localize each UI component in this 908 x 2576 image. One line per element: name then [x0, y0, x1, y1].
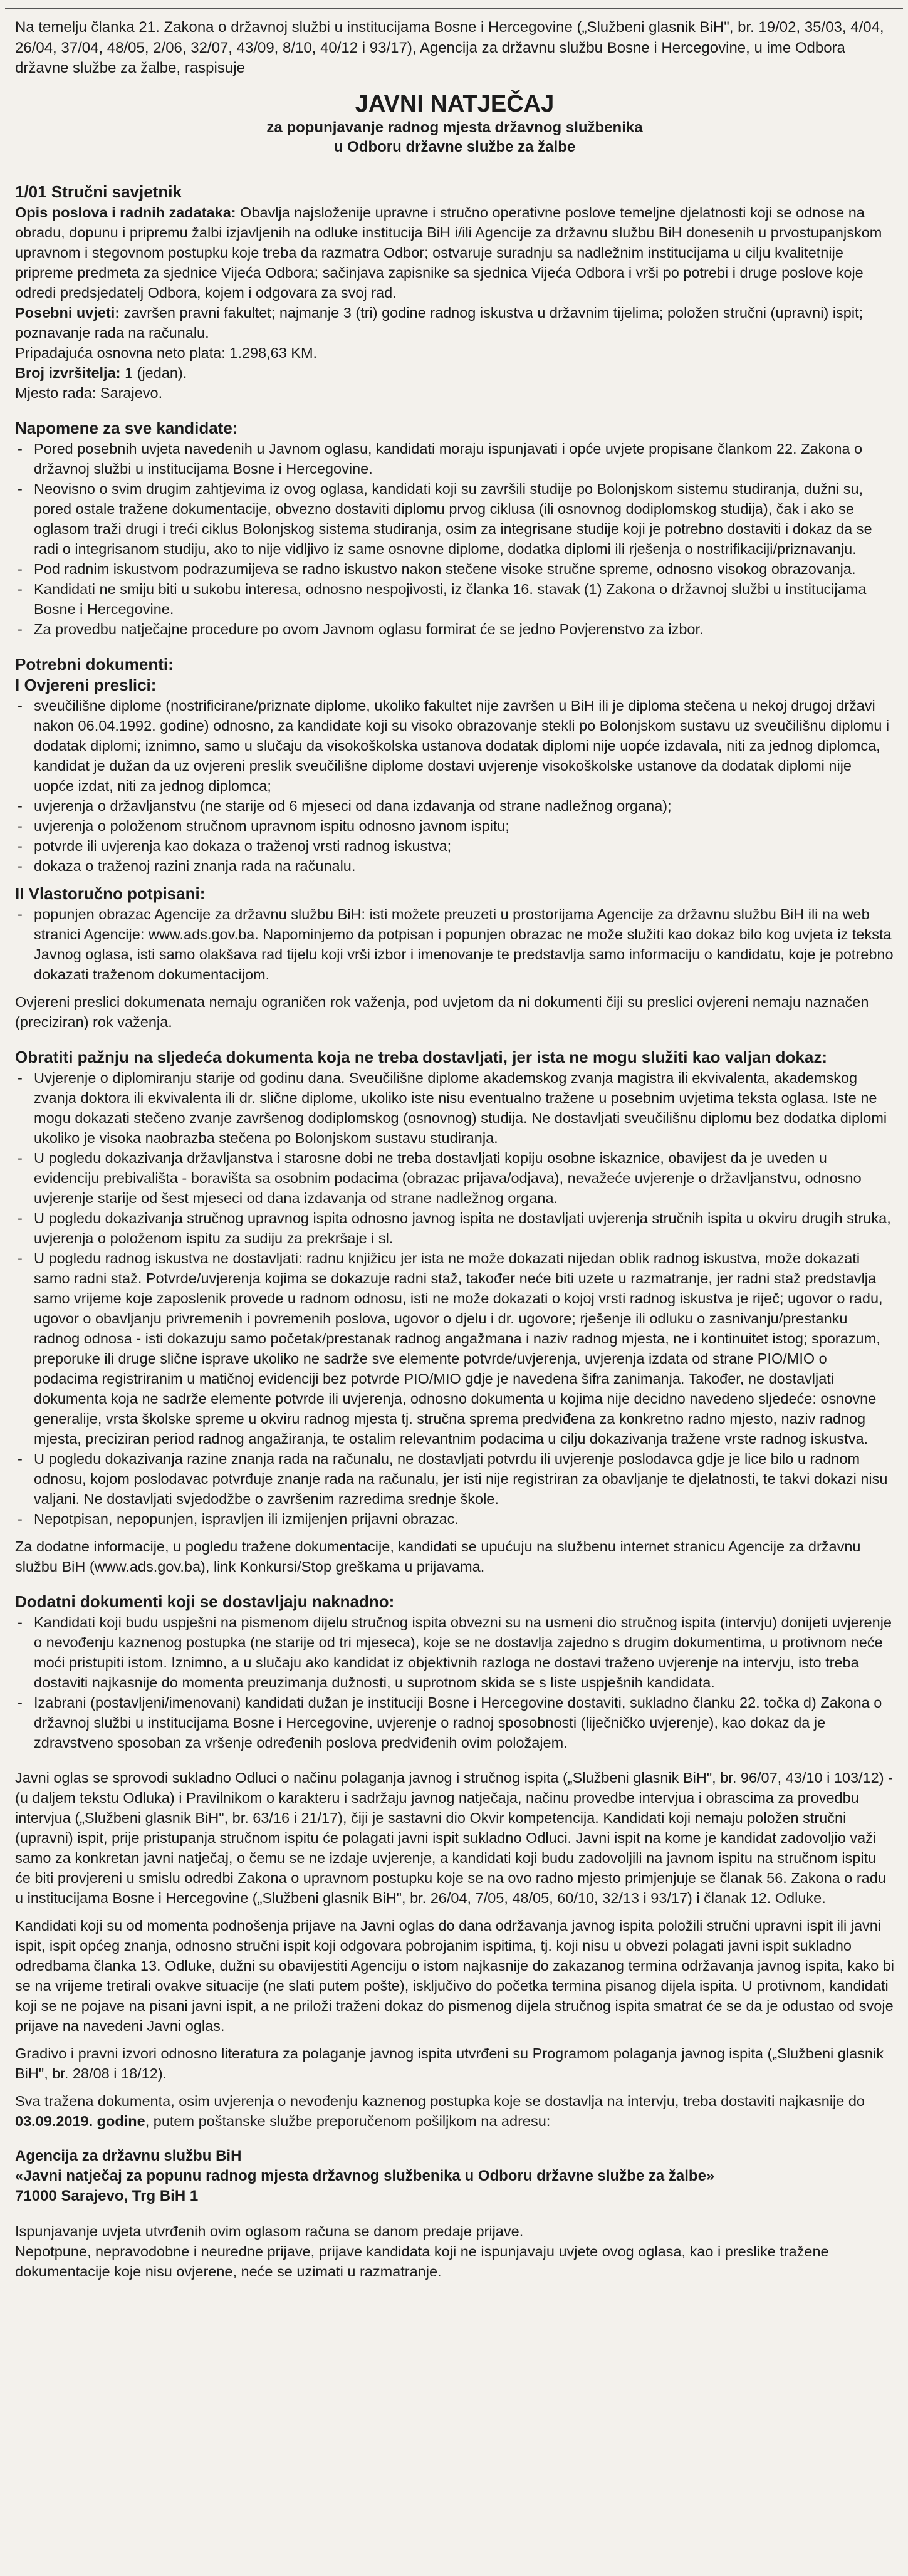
deadline-post-text: , putem poštanske službe preporučenom pošiljkom na adresu:: [145, 2112, 551, 2129]
list-item: - Neovisno o svim drugim zahtjevima iz ovog oglasa, kandidati koji su završili studije po Bolonjskom sistemu studiranja, dužni su, pored ostale tražene dokumentacije, obvezno dostaviti diplomu prvog ciklusa (ili osnovnog dodiplomskog studija), čak i ako se oglasom traži drugi i treći ciklus Bolonjskog sistema studiranja, osim za integrisane studije koji je potrebno dostaviti i dokaz da se radi o integrisanom studiju, ako to nije vidljivo iz same osnovne diplome, dodatka diplomi ili rješenja o nostrifikaciji/priznavanju.: [15, 479, 894, 559]
address-line-2: «Javni natječaj za popunu radnog mjesta državnog službenika u Odboru državne službe za žalbe»: [15, 2167, 715, 2184]
list-item: - U pogledu dokazivanja razine znanja rada na računalu, ne dostavljati potvrdu ili uvjerenje poslodavca gdje je lice bilo u radnom odnosu, kojom poslodavac potvrđuje znanje rada na računalu, jer isti nije registriran za obavljanje te djelatnosti, te takvi dokazi nisu valjani. Ne dostavljati svjedodžbe o završenim razredima srednje škole.: [15, 1449, 894, 1509]
position-count: [15, 363, 894, 383]
documents-header: Potrebni dokumenti:: [15, 654, 174, 674]
position-duties: [15, 202, 894, 303]
list-item: - U pogledu radnog iskustva ne dostavljati: radnu knjižicu jer ista ne može dokazati nijedan oblik radnog iskustva, može dokazati samo radni staž. Potvrde/uvjerenja kojima se dokazuje radni staž, također neće biti uzete u razmatranje, jer radni staž predstavlja samo vrijeme koje zaposlenik provede u radnom odnosu, isti ne može dokazati o kojoj vrsti radnog iskustva je riječ; ugovor o radu, ugovor o obavljanju privremenih i povremenih poslova, ugovor o djelu i dr. ugovore; rješenje ili odluku o zasnivanju/prestanku radnog odnosa - isti dokazuju samo početak/prestanak radnog angažmana i naziv radnog mjesta, ne i kontinuitet istog; sporazum, preporuke ili druge slične isprave ukoliko ne sadrže sve elemente potvrde/uvjerenja, uvjerenja izdata od strane PIO/MIO o podacima registriranim u matičnoj evidenciji bez potvrde PIO/MIO gdje je navedena šifra zanimanja. Također, ne dostavljati dokumenta koja ne sadrže elemente potvrde ili uvjerenja, odnosno dokumenta u kojima nije decidno navedeno sljedeće: osnovne generalije, vrsta školske spreme u okviru radnog mjesta tj. stručna sprema predviđena za konkretno radno mjesto, naziv radnog mjesta, preciziran period radnog angažiranja, te ostalim relevantnim podacima u cilju dokazivanja tražene vrste radnog iskustva.: [15, 1248, 894, 1449]
address-block: [15, 2146, 894, 2206]
closing-paragraph-3: Gradivo i pravni izvori odnosno literatura za polaganje javnog ispita utvrđeni su Programom polaganja javnog ispita („Službeni glasnik BiH", br. 28/08 i 18/12).: [15, 2045, 884, 2082]
list-item: - uvjerenja o državljanstvu (ne starije od 6 mjeseci od dana izdavanja od strane nadležnog organa);: [15, 796, 894, 816]
certified-copies-header: I Ovjereni preslici:: [15, 675, 157, 694]
notes-header: Napomene za sve kandidate:: [15, 418, 238, 437]
conditions-label: Posebni uvjeti:: [15, 304, 120, 321]
position-conditions: [15, 303, 894, 343]
certified-copies-list: [15, 696, 894, 876]
list-item: - Pored posebnih uvjeta navedenih u Javnom oglasu, kandidati moraju ispunjavati i opće uvjete propisane člankom 22. Zakona o državnoj službi u institucijama Bosne i Hercegovine.: [15, 439, 894, 479]
list-item: - Pod radnim iskustvom podrazumijeva se radno iskustvo nakon stečene visoke stručne spreme, odnosno visokog obrazovanja.: [15, 559, 894, 579]
list-item: - potvrde ili uvjerenja kao dokaza o traženoj vrsti radnog iskustva;: [15, 836, 894, 856]
position-salary: Pripadajuća osnovna neto plata: 1.298,63 KM.: [15, 344, 318, 361]
deadline-date: 03.09.2019. godine: [15, 2112, 145, 2129]
duties-label: Opis poslova i radnih zadataka:: [15, 204, 236, 221]
list-item: - Kandidati koji budu uspješni na pismenom dijelu stručnog ispita obvezni su na usmeni dio stručnog ispita (intervju) donijeti uvjerenje o nevođenju kaznenog postupka (ne starije od tri mjeseca), koje se ne dostavlja zajedno s drugim dokumentima, u protivnom neće moći pristupiti istom. Iznimno, a u slučaju ako kandidat iz objektivnih razloga ne dostavi traženo uvjerenje na intervju, isto treba dostaviti najkasnije do momenta preuzimanja dužnosti, u suprotnom skida se s liste uspješnih kandidata.: [15, 1612, 894, 1692]
intro-paragraph: Na temelju članka 21. Zakona o državnoj službi u institucijama Bosne i Hercegovine („Službeni glasnik BiH", br. 19/02, 35/03, 4/04, 26/04, 37/04, 48/05, 2/06, 32/07, 43/09, 8/10, 40/12 i 93/17), Agencija za državnu službu Bosne i Hercegovine, u ime Odbora državne službe za žalbe, raspisuje: [15, 19, 884, 76]
validity-note: Ovjereni preslici dokumenata nemaju ograničen rok važenja, pod uvjetom da ni dokumenti čiji su preslici ovjereni nemaju naznačen (preciziran) rok važenja.: [15, 993, 869, 1030]
list-item: - popunjen obrazac Agencije za državnu službu BiH: isti možete preuzeti u prostorijama Agencije za državnu službu BiH ili na web stranici Agencije: www.ads.gov.ba. Napominjemo da potpisan i popunjen obrazac ne može služiti kao dokaz bilo kog uvjeta iz teksta Javnog oglasa, isti samo olakšava rad tijelu koji vrši izbor i imenovanje te predstavlja samo informaciju o kandidatu, koje je potrebno dokazati traženom dokumentacijom.: [15, 904, 894, 984]
list-item: - Izabrani (postavljeni/imenovani) kandidati dužan je instituciji Bosne i Hercegovine dostaviti, sukladno članku 22. točka d) Zakona o državnoj službi u institucijama Bosne i Hercegovine, uvjerenje o radnoj sposobnosti (liječničko uvjerenje), kao dokaz da je zdravstveno sposoban za vršenje određenih poslova predviđenih ovim položajem.: [15, 1692, 894, 1753]
list-item: - Kandidati ne smiju biti u sukobu interesa, odnosno nespojivosti, iz članka 16. stavak (1) Zakona o državnoj službi u institucijama Bosne i Hercegovine.: [15, 579, 894, 619]
additional-documents-list: [15, 1612, 894, 1753]
list-item: - U pogledu dokazivanja stručnog upravnog ispita odnosno javnog ispita ne dostavljati uvjerenja stručnih ispita u okviru drugih struka, uvjerenja o položenom ispitu za sudiju za prekršaje i sl.: [15, 1208, 894, 1248]
document-title: JAVNI NATJEČAJ: [355, 90, 555, 117]
attention-header: Obratiti pažnju na sljedeća dokumenta koja ne treba dostavljati, jer ista ne mogu služiti kao valjan dokaz:: [15, 1047, 828, 1066]
additional-info-paragraph: Za dodatne informacije, u pogledu tražene dokumentacije, kandidati se upućuju na službenu internet stranicu Agencije za državnu službu BiH (www.ads.gov.ba), link Konkursi/Stop greškama u prijavama.: [15, 1538, 861, 1575]
attention-list: [15, 1068, 894, 1529]
top-border-line: [5, 8, 903, 9]
signed-documents-list: [15, 904, 894, 984]
count-label: Broj izvršitelja:: [15, 364, 121, 381]
final-paragraph-2: Nepotpune, nepravodobne i neuredne prijave, prijave kandidata koji ne ispunjavaju uvjete ovog oglasa, kao i preslike tražene dokumentacije koje nisu ovjerene, neće se uzimati u razmatranje.: [15, 2243, 829, 2280]
list-item: - Za provedbu natječajne procedure po ovom Javnom oglasu formirat će se jedno Povjerenstvo za izbor.: [15, 619, 894, 639]
conditions-text: završen pravni fakultet; najmanje 3 (tri) godine radnog iskustva u državnim tijelima; položen stručni (upravni) ispit; poznavanje rada na računalu.: [15, 304, 864, 341]
count-text: 1 (jedan).: [125, 364, 187, 381]
documents-section: [15, 654, 894, 1032]
deadline-pre-text: Sva tražena dokumenta, osim uvjerenja o nevođenju kaznenog postupka koje se dostavlja na intervju, treba dostaviti najkasnije do: [15, 2092, 865, 2109]
list-item: - U pogledu dokazivanja državljanstva i starosne dobi ne treba dostavljati kopiju osobne iskaznice, obavijest da je uveden u evidenciju prebivališta - boravišta sa osobnim podacima (obrazac prijava/odjava), nevažeće uvjerenje o državljanstvu, odnosno uvjerenje starije od šest mjeseci od dana izdavanja od strane nadležnog organa.: [15, 1148, 894, 1208]
list-item: - uvjerenja o položenom stručnom upravnom ispitu odnosno javnom ispitu;: [15, 816, 894, 836]
notes-list: [15, 439, 894, 639]
additional-documents-header: Dodatni dokumenti koji se dostavljaju naknadno:: [15, 1592, 395, 1611]
list-item: - Nepotpisan, nepopunjen, ispravljen ili izmijenjen prijavni obrazac.: [15, 1509, 894, 1529]
notes-section: [15, 418, 894, 639]
closing-paragraph-2: Kandidati koji su od momenta podnošenja prijave na Javni oglas do dana održavanja javnog ispita položili stručni upravni ispit ili javni ispit, ispit općeg znanja, odnosno stručni ispit koji odgovara pobrojanim ispitima, tj. koji nisu u obvezi polagati javni ispit sukladno odredbama članka 13. Odluke, dužni su obavijestiti Agenciju o istom najkasnije do zakazanog termina održavanja javnog ispita, kako bi se na vrijeme tretirali ovakve situacije (ne slati putem pošte), isključivo do početka termina pisanog dijela ispita. U protivnom, kandidati koji se ne pojave na pisani javni ispit, a ne priloži traženi dokaz do pismenog dijela stručnog ispita smatrat će se da je odustao od svoje prijave na navedeni Javni oglas.: [15, 1917, 894, 2034]
final-section: [15, 2221, 894, 2281]
document-subtitle-line-2: u Odboru državne službe za žalbe: [333, 138, 576, 155]
position-place: Mjesto rada: Sarajevo.: [15, 384, 163, 401]
address-line-1: Agencija za državnu službu BiH: [15, 2147, 242, 2164]
closing-section: [15, 1768, 894, 2131]
list-item: - dokaza o traženoj razini znanja rada na računalu.: [15, 856, 894, 876]
document-subtitle-line-1: za popunjavanje radnog mjesta državnog službenika: [266, 118, 643, 136]
position-title: 1/01 Stručni savjetnik: [15, 182, 182, 201]
additional-documents-section: [15, 1592, 894, 1753]
list-item: - sveučilišne diplome (nostrificirane/priznate diplome, ukoliko fakultet nije završen u BiH ili je diploma stečena u nekoj drugoj državi nakon 06.04.1992. godine) odnosno, za kandidate koji su visoko obrazovanje stekli po Bolonjskom sustavu uz sveučilišnu diplomu i dodatak diplomi; iznimno, samo u slučaju da visokoškolska ustanova dodatak diplomi nije uopće izdavala, niti za jednog diplomca, kandidat je dužan da uz ovjereni preslik sveučilišne diplome dostavi uvjerenje visokoškolske ustanove da dodatak diplomi nije uopće izdat, niti za jednog diplomca;: [15, 696, 894, 796]
position-section: [15, 182, 894, 403]
signed-documents-header: II Vlastoručno potpisani:: [15, 884, 206, 903]
list-item: - Uvjerenje o diplomiranju starije od godinu dana. Sveučilišne diplome akademskog zvanja magistra ili ekvivalenta, akademskog zvanja doktora ili ekvivalenta ili dr. slične diplome, ukoliko iste nisu eventualno tražene u posebnim uvjetima teksta oglasa. Iste ne mogu dokazati stečeno zvanje završenog dodiplomskog (osnovnog) studija. Ne dostavljati sveučilišnu diplomu bez dodatka diplomi ukoliko je visoka naobrazba stečena po Bolonjskom sustavu studiranja.: [15, 1068, 894, 1148]
final-paragraph-1: Ispunjavanje uvjeta utvrđenih ovim oglasom računa se danom predaje prijave.: [15, 2223, 524, 2240]
deadline-paragraph: [15, 2091, 894, 2131]
closing-paragraph-1: Javni oglas se sprovodi sukladno Odluci o načinu polaganja javnog i stručnog ispita („Službeni glasnik BiH", br. 96/07, 43/10 i 103/12) - (u daljem tekstu Odluka) i Pravilnikom o karakteru i sadržaju javnog natječaja, načinu provedbe intervjua i obrascima za provedbu intervjua („Službeni glasnik BiH", br. 63/16 i 21/17), čiji je sastavni dio Okvir kompetencija. Kandidati koji nemaju položen stručni (upravni) ispit, prije pristupanja stručnom ispitu će polagati javni ispit sukladno Odluci. Javni ispit na kome je kandidat zadovoljio važi samo za konkretan javni natječaj, o čemu se ne izdaje uvjerenje, a kandidati koji budu zadovoljili na javnom ispitu na stručnom ispitu će biti provjereni u smislu odredbi Zakona o upravnom postupku koje se na ovo radno mjesto primjenjuje se članak 56. Zakona o radu u institucijama Bosne i Hercegovine („Službeni glasnik BiH", br. 26/04, 7/05, 48/05, 60/10, 32/13 i 93/17) i članak 12. Odluke.: [15, 1769, 893, 1906]
duties-text: Obavlja najsloženije upravne i stručno operativne poslove temeljne djelatnosti koji se odnose na obradu, dopunu i pripremu žalbi izjavljenih na odluke institucija BiH i/ili Agencije za državnu službu BiH donesenih u prvostupanjskom upravnom i stegovnom postupku koje treba da razmatra Odbor; ostvaruje suradnju sa nadležnim institucijama u cilju kvalitetnije pripreme predmeta za sjednice Vijeća Odbora; sačinjava zapisnike sa sjednica Vijeća Odbora i vrši po potrebi i druge poslove koje odredi predsjedatelj Odbora, kojem i odgovara za svoj rad.: [15, 204, 882, 301]
attention-section: [15, 1047, 894, 1577]
address-line-3: 71000 Sarajevo, Trg BiH 1: [15, 2187, 199, 2204]
